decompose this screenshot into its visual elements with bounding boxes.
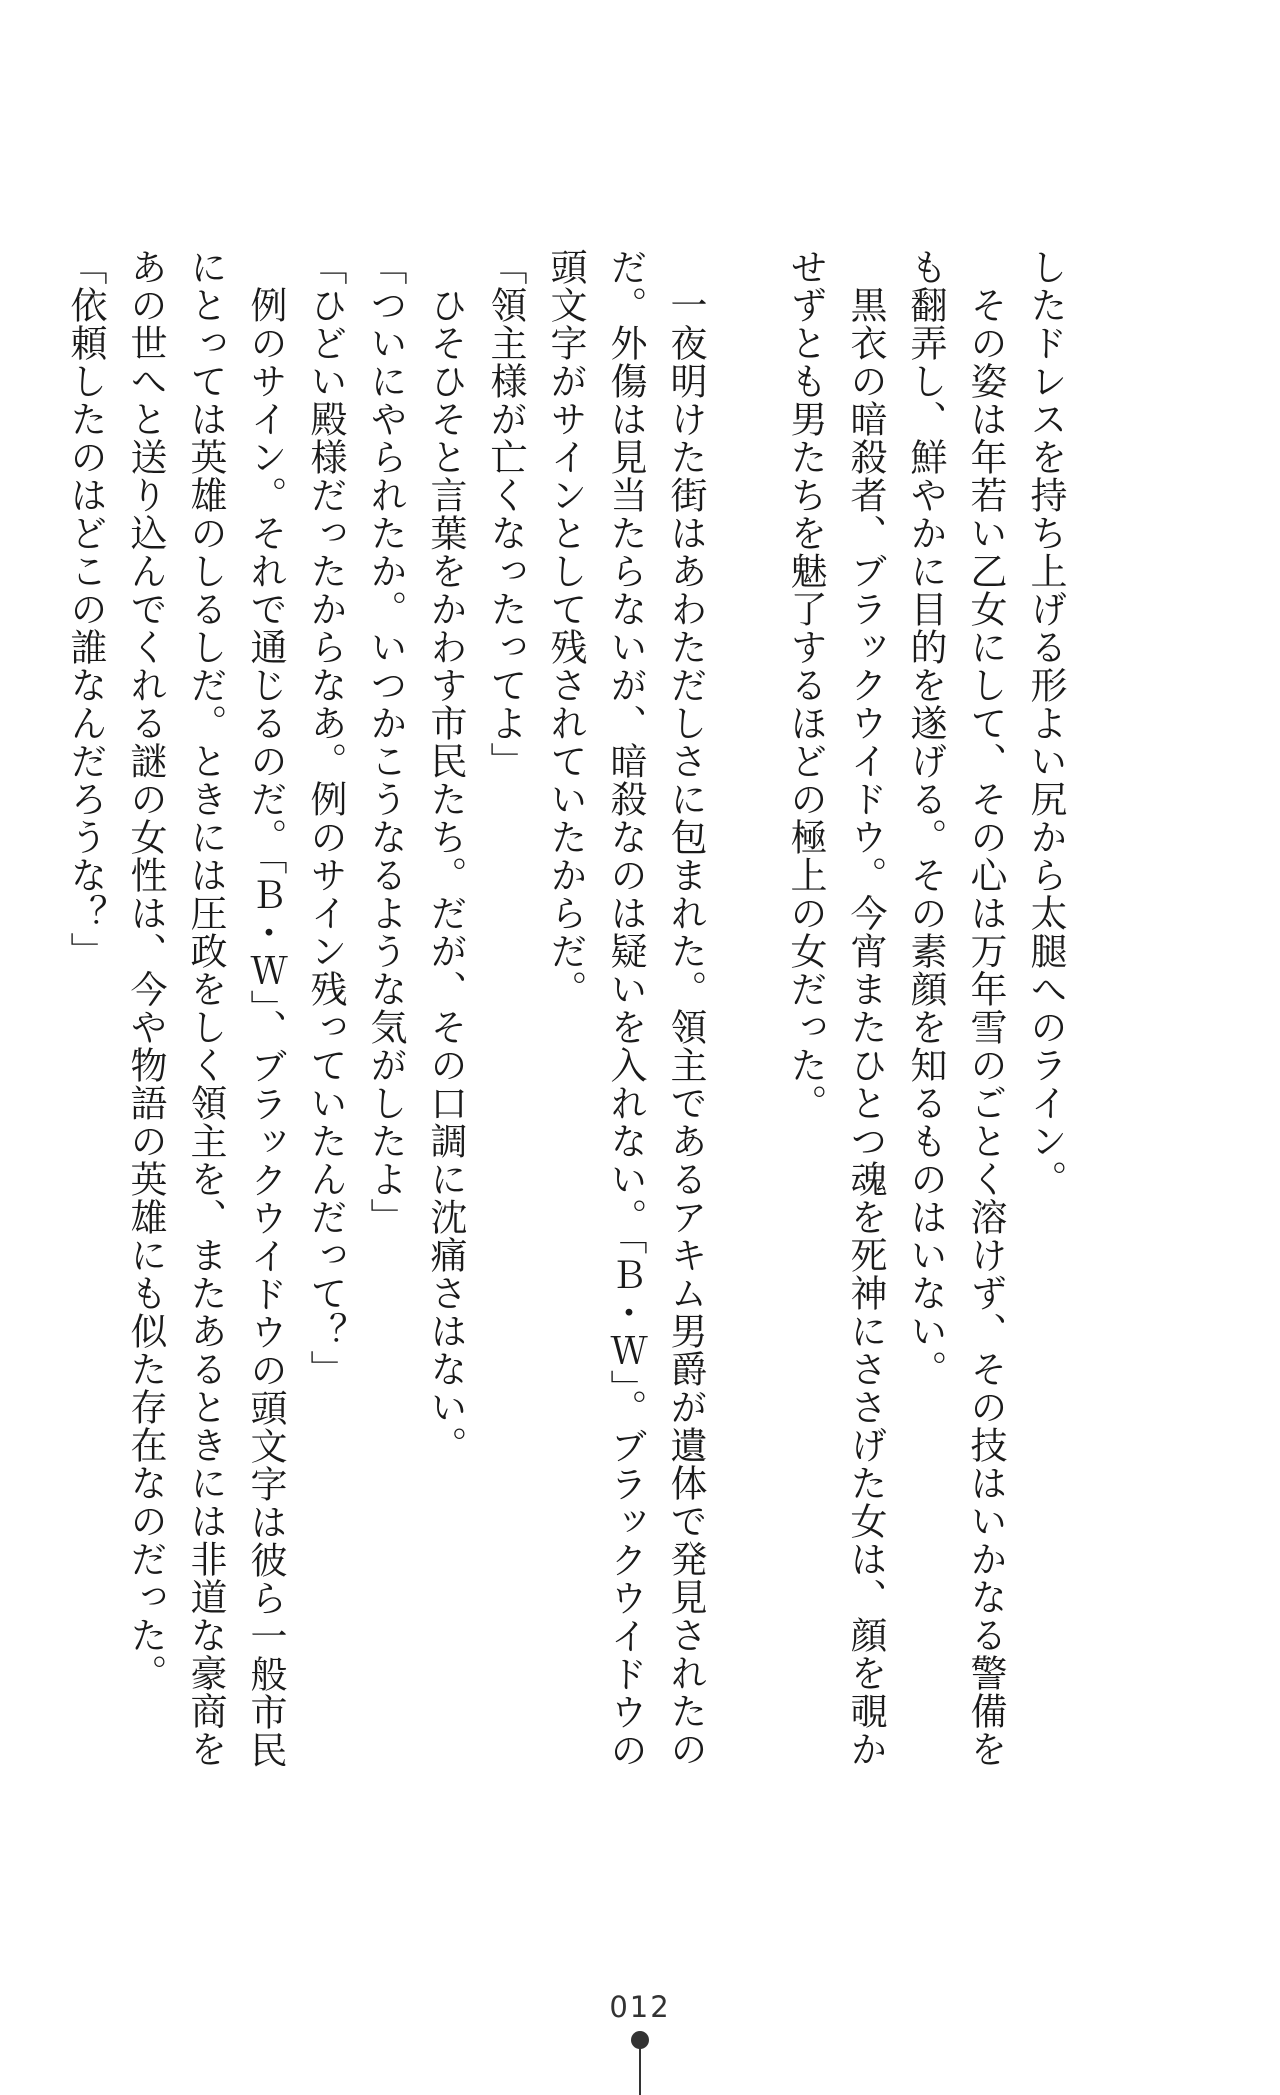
folio-line bbox=[639, 2047, 641, 2095]
text-line: 「ひどい殿様だったからなあ。例のサイン残っていたんだって？」 bbox=[304, 248, 347, 1388]
text-line: 「ついにやられたか。いつかこうなるような気がしたよ」 bbox=[364, 248, 407, 1236]
text-line: 黒衣の暗殺者、ブラックウイドウ。今宵またひとつ魂を死神にささげた女は、顔を覗か bbox=[844, 248, 887, 1768]
text-line: も翻弄し、鮮やかに目的を遂げる。その素顔を知るものはいない。 bbox=[904, 248, 947, 1388]
text-line: ひそひそと言葉をかわす市民たち。だが、その口調に沈痛さはない。 bbox=[424, 248, 467, 1464]
page-number: 012 bbox=[609, 1990, 671, 2024]
section-break bbox=[715, 248, 775, 1768]
text-line: だ。外傷は見当たらないが、暗殺なのは疑いを入れない。「Ｂ・Ｗ」。ブラックウイドウの bbox=[604, 248, 647, 1769]
text-line: あの世へと送り込んでくれる謎の女性は、今や物語の英雄にも似た存在なのだった。 bbox=[124, 248, 167, 1692]
text-line: 「領主様が亡くなったってよ」 bbox=[484, 248, 527, 780]
text-line: 一夜明けた街はあわただしさに包まれた。領主であるアキム男爵が遺体で発見されたの bbox=[664, 248, 707, 1768]
text-line: せずとも男たちを魅了するほどの極上の女だった。 bbox=[784, 248, 827, 1122]
text-line: 頭文字がサインとして残されていたからだ。 bbox=[544, 248, 587, 1008]
text-line: したドレスを持ち上げる形よい尻から太腿へのライン。 bbox=[1024, 248, 1067, 1198]
text-line: その姿は年若い乙女にして、その心は万年雪のごとく溶けず、その技はいかなる警備を bbox=[964, 248, 1007, 1768]
text-line: にとっては英雄のしるしだ。ときには圧政をしく領主を、またあるときには非道な豪商を bbox=[184, 248, 227, 1768]
folio-marker-icon bbox=[631, 2031, 649, 2095]
body-text bbox=[55, 248, 1075, 1768]
text-line: 「依頼したのはどこの誰なんだろうな？」 bbox=[64, 248, 107, 970]
text-line: 例のサイン。それで通じるのだ。「Ｂ・Ｗ」、ブラックウイドウの頭文字は彼ら一般市民 bbox=[244, 248, 287, 1769]
